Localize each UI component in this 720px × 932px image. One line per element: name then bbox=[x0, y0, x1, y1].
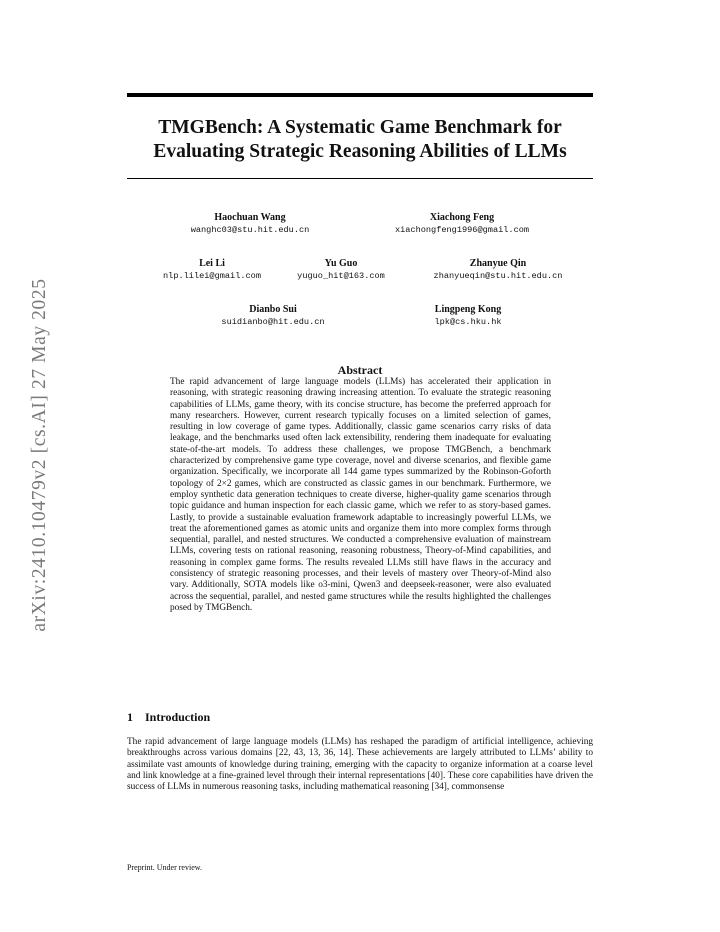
intro-paragraph: The rapid advancement of large language models (LLMs) has reshaped the paradigm of artificial intelligence, achieving breakthroughs across various domains [22, 43, 13, 36, 14]. These achievements are largely attributed to LLMs’ ability to assimilate vast amounts of knowledge during training, emerging with the capacity to organize information at a coarse level and link knowledge at a fine-grained level through their internal representations [40]. These core capabilities have driven the success of LLMs in numerous reasoning tasks, including mathematical reasoning [34], commonsense bbox=[127, 737, 593, 793]
abstract-heading: Abstract bbox=[337, 363, 383, 377]
author-name: Xiachong Feng bbox=[429, 212, 495, 223]
author-name: Lingpeng Kong bbox=[434, 304, 502, 315]
author-email[interactable]: wanghc03@stu.hit.edu.cn bbox=[190, 225, 310, 235]
author-email[interactable]: xiachongfeng1996@gmail.com bbox=[394, 225, 530, 235]
author-block bbox=[398, 304, 538, 328]
paper-title bbox=[127, 116, 593, 164]
title-line-2: Evaluating Strategic Reasoning Abilities of LLMs bbox=[153, 141, 567, 162]
author-email[interactable]: nlp.lilei@gmail.com bbox=[163, 271, 261, 281]
title-top-rule bbox=[127, 93, 593, 97]
author-name: Yu Guo bbox=[324, 258, 358, 269]
footer-note: Preprint. Under review. bbox=[127, 863, 203, 872]
author-block bbox=[160, 212, 340, 236]
author-block bbox=[135, 258, 289, 282]
author-name: Zhanyue Qin bbox=[469, 258, 527, 269]
author-block bbox=[372, 212, 552, 236]
abstract-body: The rapid advancement of large language models (LLMs) has accelerated their application in reasoning, with strategic reasoning drawing increasing attention. To evaluate the strategic reasoning capabilities of LLMs, game theory, with its concise structure, has become the preferred approach for many researchers. However, current research typically focuses on a limited selection of games, resulting in low coverage of game types. Additionally, classic game scenarios carry risks of data leakage, and the benchmarks used often lack extensibility, rendering them inadequate for evaluating state-of-the-art models. To address these challenges, we propose TMGBench, a benchmark characterized by comprehensive game type coverage, novel and diverse scenarios, and flexible game organization. Specifically, we incorporate all 144 game types summarized by the Robinson-Goforth topology of 2×2 games, which are constructed as classic games in our benchmark. Furthermore, we employ synthetic data generation techniques to create diverse, higher-quality game scenarios through topic guidance and human inspection for each classic game, which we refer to as story-based games. Lastly, to provide a sustainable evaluation framework adaptable to increasingly powerful LLMs, we treat the aforementioned games as atomic units and organize them into more complex forms through sequential, parallel, and nested structures. We conducted a comprehensive evaluation of mainstream LLMs, covering tests on rational reasoning, reasoning robustness, Theory-of-Mind capabilities, and reasoning in complex game forms. The results revealed LLMs still have flaws in the accuracy and consistency of strategic reasoning processes, and their levels of mastery over Theory-of-Mind also vary. Additionally, SOTA models like o3-mini, Qwen3 and deepseek-reasoner, were also evaluated across the sequential, parallel, and nested game structures while the results highlighted the challenges posed by TMGBench. bbox=[170, 377, 551, 613]
author-email[interactable]: zhanyueqin@stu.hit.edu.cn bbox=[433, 271, 563, 281]
section-heading bbox=[127, 710, 210, 725]
author-name: Lei Li bbox=[199, 258, 225, 269]
author-name: Dianbo Sui bbox=[249, 304, 297, 315]
arxiv-stamp: arXiv:2410.10479v2 [cs.AI] 27 May 2025 bbox=[29, 278, 50, 632]
author-email[interactable]: yuguo_hit@163.com bbox=[297, 271, 385, 281]
author-email[interactable]: lpk@cs.hku.hk bbox=[434, 317, 502, 327]
author-name: Haochuan Wang bbox=[214, 212, 286, 223]
author-block bbox=[412, 258, 584, 282]
author-block bbox=[193, 304, 353, 328]
section-number: 1 bbox=[127, 710, 133, 724]
title-line-1: TMGBench: A Systematic Game Benchmark for bbox=[158, 117, 562, 138]
title-bottom-rule bbox=[127, 178, 593, 179]
author-block bbox=[284, 258, 398, 282]
section-title: Introduction bbox=[145, 710, 211, 724]
author-email[interactable]: suidianbo@hit.edu.cn bbox=[221, 317, 325, 327]
